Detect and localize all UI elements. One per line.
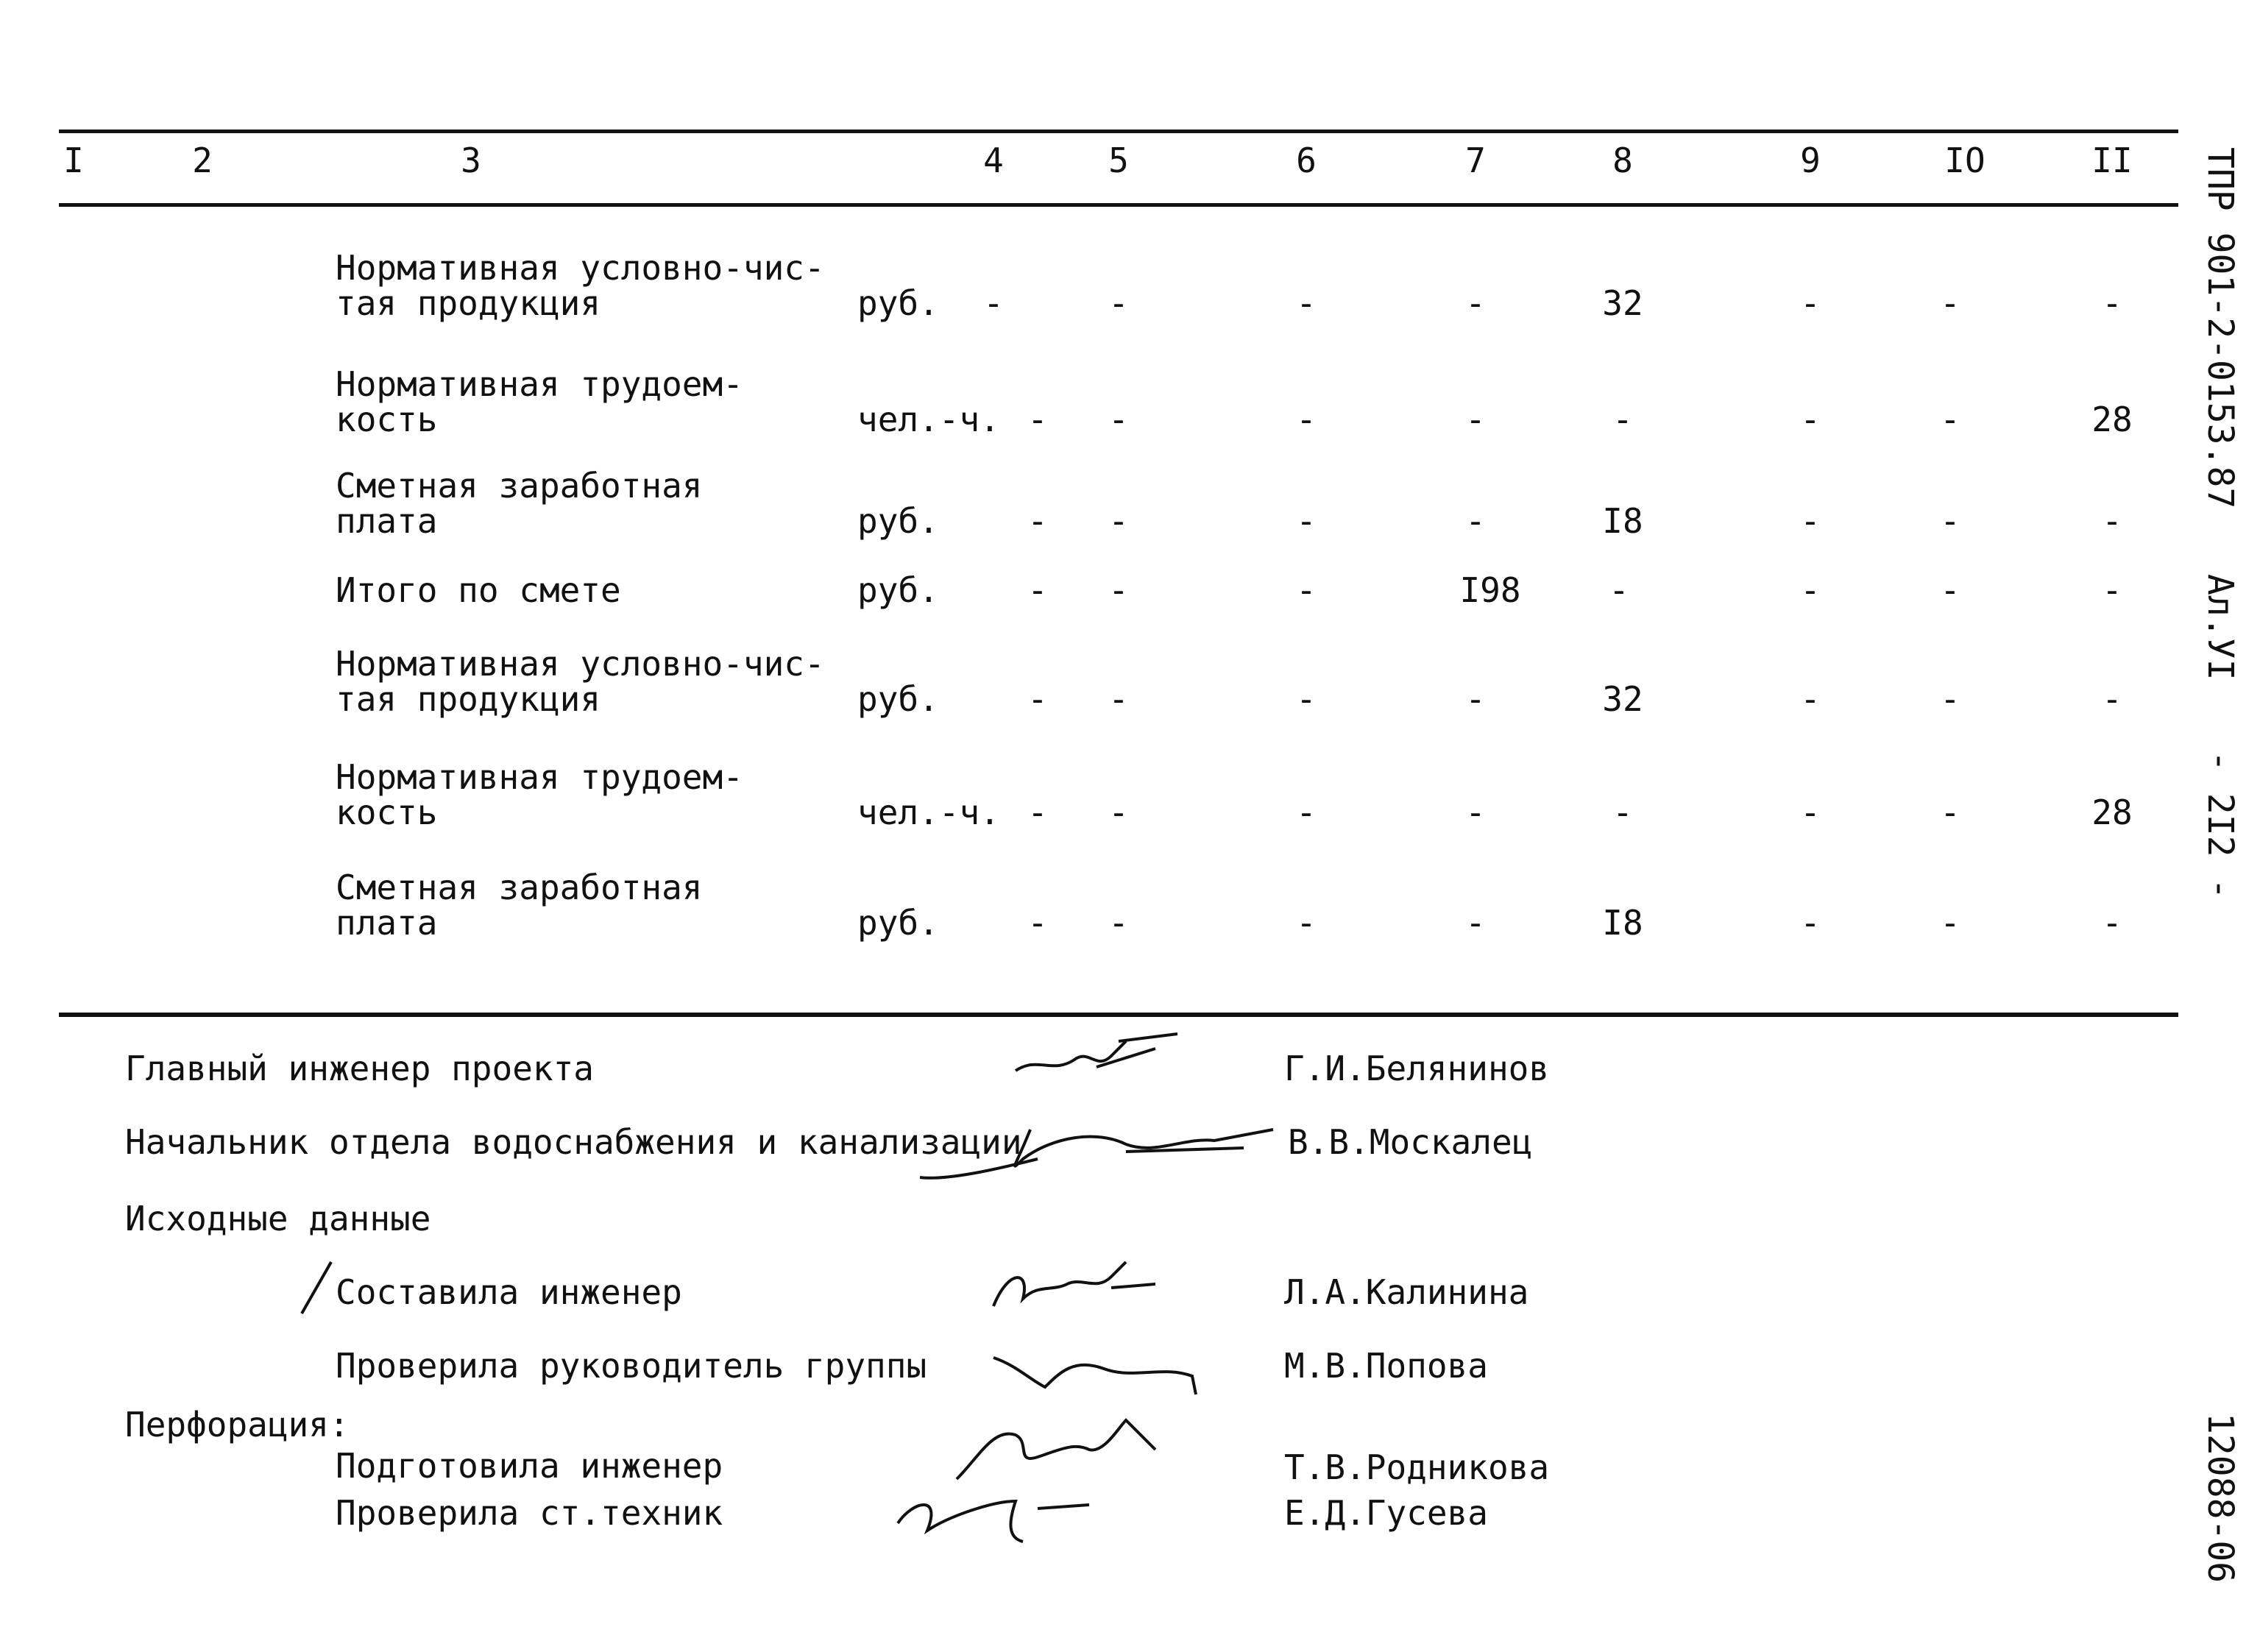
row-unit: руб.	[857, 570, 939, 610]
cell-col-11: -	[2102, 501, 2122, 541]
cell-col-10: -	[1940, 793, 1960, 832]
row-unit: руб.	[857, 903, 939, 943]
row-name-line-2: тая продукция	[336, 283, 601, 323]
cell-col-6: -	[1296, 679, 1317, 719]
cell-col-9: -	[1800, 679, 1821, 719]
row-unit: чел.-ч.	[857, 400, 1000, 439]
cell-col-6: -	[1296, 570, 1317, 610]
checked-tech-name: Е.Д.Гусева	[1284, 1493, 1488, 1533]
cell-col-4: -	[1027, 793, 1048, 832]
compiled-name: Л.А.Калинина	[1284, 1272, 1529, 1312]
cell-col-6: -	[1296, 501, 1317, 541]
col-header-11: II	[2091, 141, 2133, 180]
cell-col-4: -	[1027, 570, 1048, 610]
cell-col-9: -	[1800, 793, 1821, 832]
cell-col-7: -	[1465, 903, 1486, 943]
row-name-line-1: Сметная заработная	[336, 466, 703, 506]
cell-col-7: -	[1465, 400, 1486, 439]
row-unit: руб.	[857, 501, 939, 541]
col-header-8: 8	[1612, 141, 1633, 180]
cell-col-5: -	[1108, 679, 1129, 719]
cell-col-6: -	[1296, 400, 1317, 439]
cell-col-11: -	[2102, 903, 2122, 943]
cell-col-10: -	[1940, 283, 1960, 323]
compiled-signature	[979, 1255, 1170, 1321]
col-header-1: I	[63, 141, 84, 180]
cell-col-5: -	[1108, 283, 1129, 323]
row-name-line-1: Нормативная трудоем-	[336, 364, 743, 404]
head-dept-signature	[905, 1107, 1288, 1188]
cell-col-5: -	[1108, 903, 1129, 943]
cell-col-10: -	[1940, 903, 1960, 943]
cell-col-8: 32	[1602, 283, 1643, 323]
row-name-line-2: тая продукция	[336, 679, 601, 719]
project-code: ТПР 901-2-0153.87	[2200, 147, 2241, 509]
row-name-line-1: Итого по смете	[336, 570, 621, 610]
col-header-2: 2	[192, 141, 213, 180]
cell-col-7: -	[1465, 679, 1486, 719]
head-dept-role: Начальник отдела водоснабжения и канализации	[125, 1122, 1022, 1162]
cell-col-7: -	[1465, 283, 1486, 323]
row-name-line-1: Нормативная условно-чис-	[336, 644, 825, 684]
header-rule	[59, 203, 2178, 207]
cell-col-10: -	[1940, 501, 1960, 541]
col-header-10: IO	[1944, 141, 1986, 180]
cell-col-8: I8	[1602, 903, 1643, 943]
prepared-name: Т.В.Родникова	[1284, 1447, 1550, 1487]
cell-col-4: -	[983, 283, 1004, 323]
cell-col-5: -	[1108, 570, 1129, 610]
cell-col-9: -	[1800, 570, 1821, 610]
perforation-heading: Перфорация:	[125, 1405, 350, 1444]
cell-col-8: -	[1612, 793, 1633, 832]
cell-col-8: 32	[1602, 679, 1643, 719]
top-rule	[59, 130, 2178, 133]
cell-col-11: -	[2102, 283, 2122, 323]
cell-col-11: -	[2102, 679, 2122, 719]
chief-engineer-name: Г.И.Белянинов	[1284, 1049, 1550, 1088]
row-name-line-2: кость	[336, 793, 438, 832]
cell-col-7: -	[1465, 793, 1486, 832]
cell-col-10: -	[1940, 570, 1960, 610]
cell-col-4: -	[1027, 903, 1048, 943]
col-header-9: 9	[1800, 141, 1821, 180]
row-name-line-1: Сметная заработная	[336, 868, 703, 907]
col-header-6: 6	[1296, 141, 1317, 180]
cell-col-9: -	[1800, 903, 1821, 943]
source-data-heading: Исходные данные	[125, 1199, 431, 1238]
head-dept-name: В.В.Москалец	[1288, 1122, 1533, 1162]
chief-engineer-signature	[1008, 1027, 1200, 1085]
cell-col-10: -	[1940, 679, 1960, 719]
row-name-line-2: плата	[336, 501, 438, 541]
row-name-line-2: плата	[336, 903, 438, 943]
checked-tech-role: Проверила ст.техник	[336, 1493, 723, 1533]
row-name-line-2: кость	[336, 400, 438, 439]
cell-col-7: I98	[1459, 570, 1521, 610]
album-number: Ал.УI	[2200, 574, 2241, 681]
cell-col-5: -	[1108, 400, 1129, 439]
compiled-role: Составила инженер	[336, 1272, 682, 1312]
row-unit: руб.	[857, 283, 939, 323]
bottom-rule	[59, 1013, 2178, 1017]
col-header-3: 3	[461, 141, 481, 180]
cell-col-11: 28	[2091, 400, 2133, 439]
cell-col-7: -	[1465, 501, 1486, 541]
row-name-line-1: Нормативная трудоем-	[336, 757, 743, 797]
cell-col-8: -	[1612, 400, 1633, 439]
row-name-line-1: Нормативная условно-чис-	[336, 248, 825, 288]
prepared-role: Подготовила инженер	[336, 1446, 723, 1486]
cell-col-4: -	[1027, 400, 1048, 439]
cell-col-5: -	[1108, 501, 1129, 541]
checked-lead-name: М.В.Попова	[1284, 1346, 1488, 1386]
cell-col-9: -	[1800, 283, 1821, 323]
row-unit: чел.-ч.	[857, 793, 1000, 832]
cell-col-9: -	[1800, 400, 1821, 439]
cell-col-8: -	[1609, 570, 1629, 610]
col-header-5: 5	[1108, 141, 1129, 180]
cell-col-8: I8	[1602, 501, 1643, 541]
col-header-4: 4	[983, 141, 1004, 180]
cell-col-6: -	[1296, 903, 1317, 943]
cell-col-4: -	[1027, 501, 1048, 541]
page-number: - 2I2 -	[2200, 751, 2241, 900]
chief-engineer-role: Главный инженер проекта	[125, 1049, 594, 1088]
cell-col-11: -	[2102, 570, 2122, 610]
row-unit: руб.	[857, 679, 939, 719]
checked-lead-role: Проверила руководитель группы	[336, 1346, 927, 1386]
compiled-slash-mark	[298, 1258, 335, 1317]
cell-col-6: -	[1296, 283, 1317, 323]
cell-col-5: -	[1108, 793, 1129, 832]
cell-col-11: 28	[2091, 793, 2133, 832]
cell-col-10: -	[1940, 400, 1960, 439]
inventory-number: 12088-06	[2200, 1413, 2241, 1584]
cell-col-6: -	[1296, 793, 1317, 832]
col-header-7: 7	[1465, 141, 1486, 180]
checked-tech-signature	[883, 1472, 1104, 1553]
cell-col-9: -	[1800, 501, 1821, 541]
cell-col-4: -	[1027, 679, 1048, 719]
checked-lead-signature	[986, 1336, 1207, 1402]
